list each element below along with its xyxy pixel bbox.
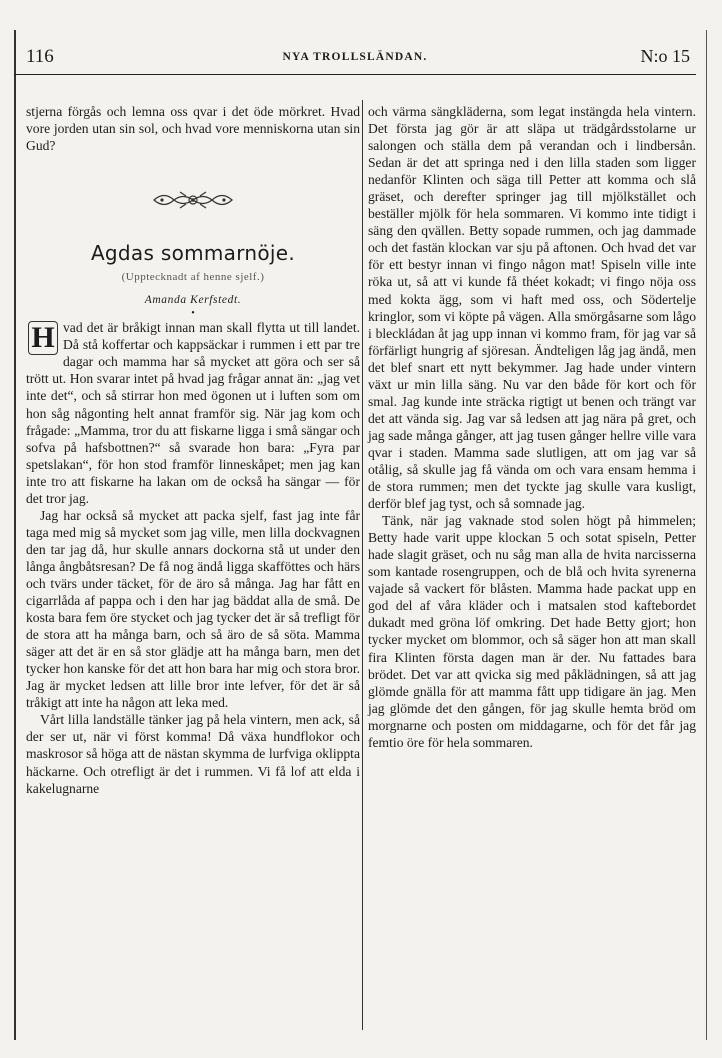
running-title: NYA TROLLSLÄNDAN. [282, 51, 428, 63]
story-paragraph-4: och värma sängkläderna, som legat instängda hela vintern. Det första jag gör är att släpa ut trädgårdsstolarne ur salongen och ställa dem på verandan och i lindbersån. Sedan är det att springa ned i den lilla staden som ligger nedanför Klinten och säga till Petter att komma och slå gräset, och derefter springer jag till mjölkstället och beställer mjölk för hela sommaren. Vi kommo inte tidigt i säng den qvällen. Betty sopade rummen, och jag dammade och det fastän klockan var sju på aftonen. Och hvad det var för ett bestyr innan vi fingo någon mat! Spiseln ville inte röka ut, så att vi kunde få théet kokadt; vi fingo nöja oss med kokta ägg, som vi haft med oss, och Södertelje kringlor, som vi köpte på vägen. Alla smörgåsarne som lågo i bleckládan åt jag upp innan vi kommo fram, för jag var så förfärligt hungrig af sjöresan. Ändteligen låg jag ändå, men det blef snart ett nytt bekymmer. Jag hade under vintern växt ur min lilla säng. Nu var den både för kort och för smal. Jag kunde inte sträcka rigtigt ut benen och trängt var det att vända sig. Jag var så ledsen att jag nära på gret, och jag sade många gånger, att jag tusen gånger hellre ville vara qvar i staden. Mamma sade slutligen, att om jag var så otålig, så skulle jag få vända om och vara ensam hemma i de stora rummen; men det tyckte jag skulle vara kusligt, derför blef jag tyst, och så somnade jag. [368, 104, 696, 512]
story-paragraph-2: Jag har också så mycket att packa sjelf, fast jag inte får taga med mig så mycket som jag ville, men lilla dockvagnen den tar jag då, hur skulle annars dockorna stå ut under den långa ångbåtsresan? De få nog ändå ligga skafföttes och härs och tvärs under täcket, för de äro så många. Jag har fått en cigarrlåda af pappa och i den har jag bäddat alla de små. De kosta bara fem öre stycket och jag tycker det är så trefligt för de stora att ha många barn, och så äro de så söta. Mamma säger att det är en så stor glädje att ha många barn, men det tycker hon kanske för det att hon bara har mig och stora bror. Jag är mycket ledsen att lille bror inte lefver, för det är så tråkigt att inte ha någon att leka med. [26, 507, 360, 711]
decorative-ornament-icon [150, 187, 236, 213]
story-paragraph-5: Tänk, när jag vaknade stod solen högt på himmelen; Betty hade varit uppe klockan 5 och sotat spiseln, Petter hade slagit gräset, och nu såg man alla de hvita narcisserna som kantade rosengruppen, och de blå och hvita syrenerna vajade så vackert för blåsten. Mamma hade packat upp en god del af våra kläder och i matsalen stod kaftebordet dukadt med gröna löf omkring. Det hade Betty gjort; hon tycker mycket om blommor, och så säger hon att man skall fira Klinten första dagen man är der. Nu fattades bara brödet. Det var att qvicka sig med påklädningen, så att jag glömde gnälla för att mamma fått upp tidigare än jag. Men jag glömde det den gången, för jag skulle hemta bröd om morgnarne och posten om middagarne, och för det får jag femtio öre för hela sommaren. [368, 513, 696, 750]
story-paragraph-1-text: vad det är bråkigt innan man skall flytta ut till landet. Då stå koffertar och kappsäckar i rummen i ett par tre dagar och mamma har så mycket att göra och ser så trött ut. Hon svarar intet på hvad jag frågar annat än: „jag vet inte det“, och så stirrar hon med ögonen ut i luften som om hon såg någonting helt annat framför sig. När jag kom och frågade: „Mamma, tror du att fiskarne ligga i små sängar och sofva på hafsbottnen?“ så svarade hon bara: „Fyra par spetslakan“, för hon stod framför linneskåpet; men jag kan inte tro att fiskarne ha lakan om de också ha sängar — för det tror jag. [26, 320, 360, 506]
story-paragraph-1 [26, 319, 360, 507]
article-author: Amanda Kerfstedt. [144, 294, 242, 307]
separator-dot: • [191, 308, 195, 320]
story-paragraph-3: Vårt lilla landställe tänker jag på hela vintern, men ack, så der ser ut, när vi först komma! Då växa hundflokor och maskrosor så höga att de nästan skymma de lurfviga oklippta häckarne. Och otrefligt är det i rummen. Vi få lof att elda i kakelugnarne [26, 712, 360, 796]
article-title: Agdas sommarnöje. [90, 241, 296, 266]
issue-number: N:o 15 [640, 46, 690, 66]
left-column [26, 103, 360, 797]
column-divider [362, 100, 363, 1030]
intro-paragraph: stjerna förgås och lemna oss qvar i det öde mörkret. Hvad vore jorden utan sin sol, och hvad vore menniskorna utan sin Gud? [26, 104, 360, 154]
right-column [368, 103, 696, 751]
article-subtitle: (Upptecknadt af henne sjelf.) [121, 271, 265, 284]
page-number: 116 [26, 46, 54, 67]
drop-cap: H [28, 321, 58, 355]
page-header [14, 40, 696, 75]
